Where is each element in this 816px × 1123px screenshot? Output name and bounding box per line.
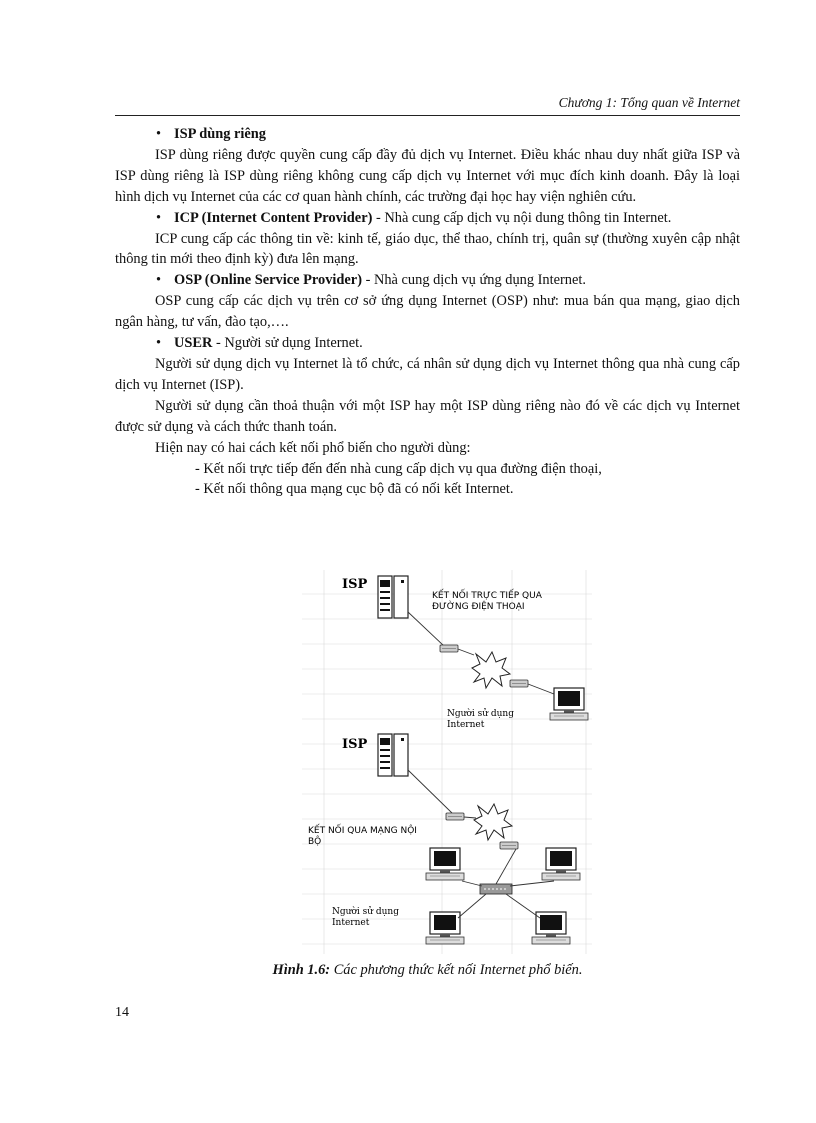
direct-connection-label-2: ĐƯỜNG ĐIỆN THOẠI xyxy=(432,602,525,612)
bullet-dot-icon: • xyxy=(156,272,162,289)
dash-item-2: - Kết nối thông qua mạng cục bộ đã có nối kết Internet. xyxy=(195,481,514,498)
isp-label-bottom: ISP xyxy=(342,737,368,752)
modem-icon xyxy=(510,680,528,687)
paragraph-user-1: Người sử dụng dịch vụ Internet là tổ chức, cá nhân sử dụng dịch vụ Internet thông qua nhà cung cấp dịch vụ Internet (ISP). xyxy=(115,355,740,393)
paragraph-osp: OSP cung cấp các dịch vụ trên cơ sở ứng dụng Internet (OSP) như: mua bán qua mạng, giao dịch ngân hàng, tư vấn, đào tạo,…. xyxy=(115,293,740,331)
direct-connection-label: KẾT NỐI TRỰC TIẾP QUA xyxy=(432,591,542,601)
phone-network-cloud-icon xyxy=(472,652,510,688)
bullet-isp-private xyxy=(115,124,740,145)
isp-server-icon xyxy=(378,576,408,618)
user-label-top: Người sử dụng xyxy=(447,709,514,719)
lan-computer-icon xyxy=(542,848,580,880)
paragraph-icp: ICP cung cấp các thông tin về: kinh tế, giáo dục, thể thao, chính trị, quân sự (thường xuyên cập nhật thông tin mới theo định kỳ) đưa lên mạng. xyxy=(115,230,740,268)
bullet-title: OSP (Online Service Provider) xyxy=(174,272,362,289)
lan-computer-icon xyxy=(426,848,464,880)
bullet-title: ISP dùng riêng xyxy=(174,126,266,142)
page-number: 14 xyxy=(115,1005,129,1020)
user-label-top-2: Internet xyxy=(447,720,485,730)
paragraph-user-2: Người sử dụng cần thoả thuận với một ISP hay một ISP dùng riêng nào đó về các dịch vụ Internet được sử dụng và cách thức thanh toán. xyxy=(115,397,740,435)
lan-computer-icon xyxy=(426,912,464,944)
bullet-dot-icon: • xyxy=(156,335,162,352)
dash-item-1: - Kết nối trực tiếp đến đến nhà cung cấp dịch vụ qua đường điện thoại, xyxy=(195,460,602,477)
paragraph-user-3: Hiện nay có hai cách kết nối phổ biến cho người dùng: xyxy=(155,439,471,456)
lan-connection-label-2: BỘ xyxy=(308,837,322,847)
caption-number: Hình 1.6: xyxy=(272,962,331,978)
user-label-bottom: Người sử dụng xyxy=(332,907,399,917)
bullet-user xyxy=(115,333,740,354)
bullet-osp xyxy=(115,270,740,291)
background-grid xyxy=(302,570,592,954)
internet-cloud-icon xyxy=(474,804,512,840)
lan-connection-label: KẾT NỐI QUA MẠNG NỘI xyxy=(308,826,417,836)
bullet-desc: - Nhà cung cấp dịch vụ nội dung thông tin Internet. xyxy=(372,209,672,226)
figure-connection-diagram xyxy=(302,570,592,954)
paragraph-isp-private: ISP dùng riêng được quyền cung cấp đầy đủ dịch vụ Internet. Điều khác nhau duy nhất giữa ISP và ISP dùng riêng là ISP dùng riêng không cung cấp dịch vụ Internet với mục đích kinh doanh. Đây là loại hình dịch vụ Internet của các cơ quan hành chính, các trường đại học hay viện nghiên cứu. xyxy=(115,146,740,205)
modem-icon xyxy=(446,813,464,820)
bullet-desc: - Nhà cung dịch vụ ứng dụng Internet. xyxy=(361,272,586,289)
figure-caption xyxy=(115,962,740,979)
header-rule xyxy=(115,115,740,116)
isp-label-top: ISP xyxy=(342,577,368,592)
bullet-desc: - Người sử dụng Internet. xyxy=(212,335,363,352)
user-label-bottom-2: Internet xyxy=(332,918,370,928)
running-header: Chương 1: Tổng quan về Internet xyxy=(558,95,740,110)
bullet-title: USER xyxy=(174,335,213,352)
isp-server-icon xyxy=(378,734,408,776)
bullet-dot-icon: • xyxy=(156,209,162,226)
body-text xyxy=(115,124,740,500)
router-icon xyxy=(500,842,518,849)
bullet-title: ICP (Internet Content Provider) xyxy=(174,209,373,226)
bullet-icp xyxy=(115,208,740,229)
bullet-dot-icon: • xyxy=(156,126,162,142)
caption-text: Các phương thức kết nối Internet phổ biến. xyxy=(330,962,583,978)
modem-icon xyxy=(440,645,458,652)
user-computer-icon xyxy=(550,688,588,720)
